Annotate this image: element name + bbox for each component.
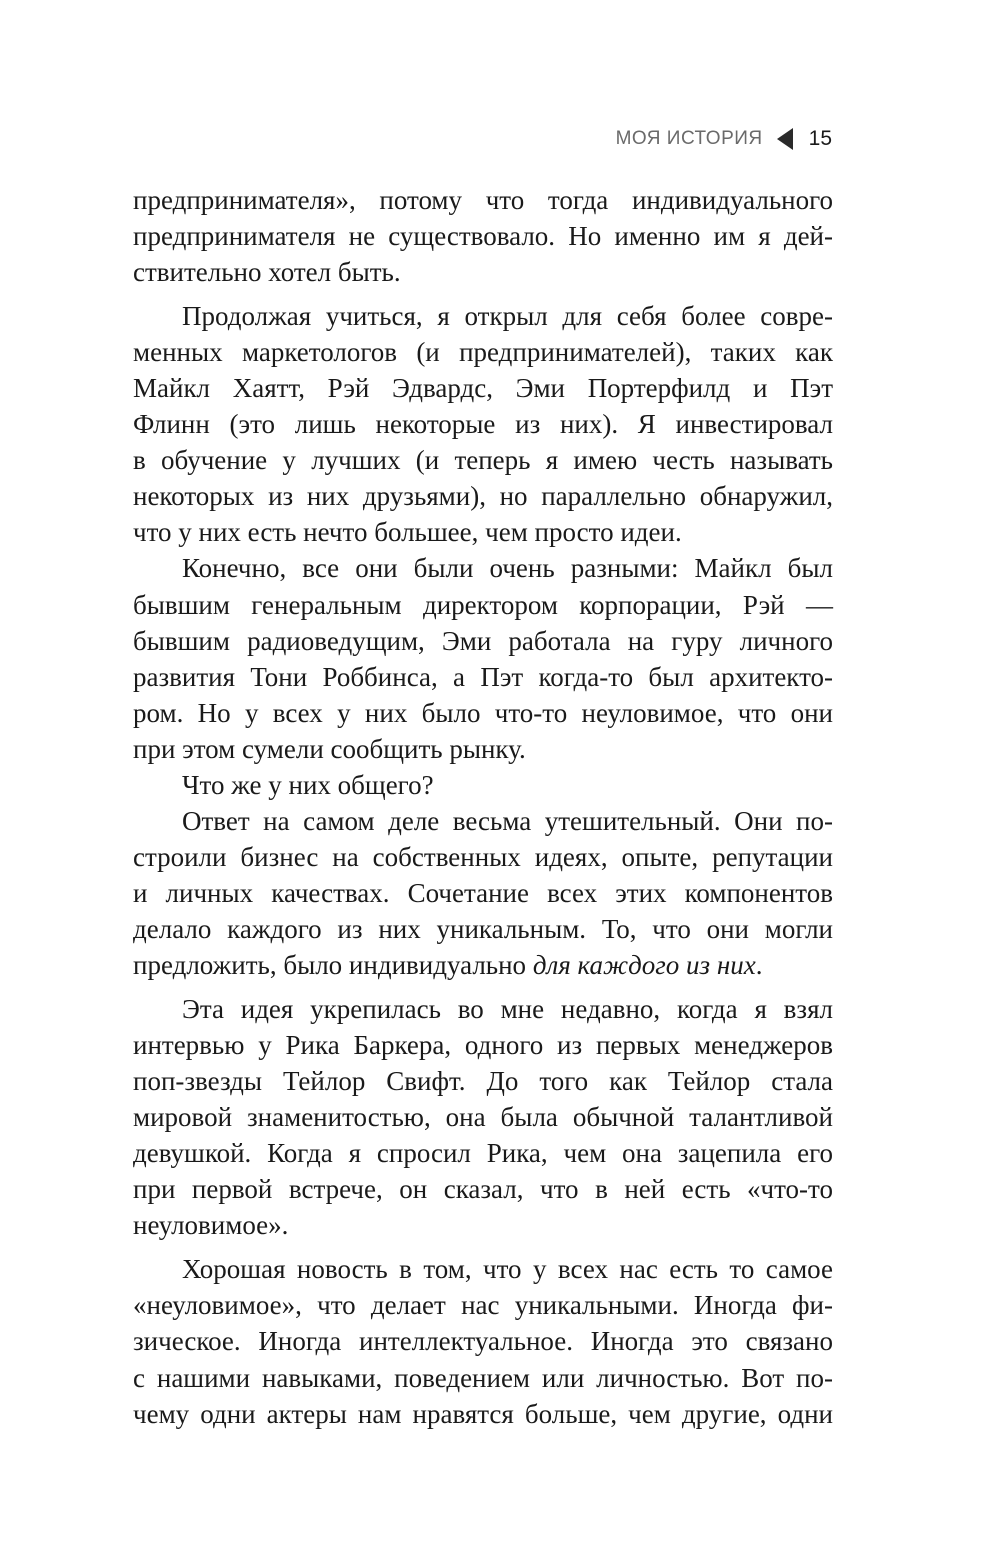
- paragraph: [133, 182, 833, 290]
- text-run: .: [755, 949, 763, 980]
- text-line: девушкой. Когда я спросил Рика, чем она зацепила его: [133, 1138, 833, 1169]
- text-line: строили бизнес на собственных идеях, опыте, репутации: [133, 841, 833, 872]
- text-line: в обучение у лучших (и теперь я имею честь называть: [133, 445, 833, 476]
- text-line: предпринимателя», потому что тогда индивидуального: [133, 185, 833, 215]
- text-line: Что же у них общего?: [182, 769, 434, 800]
- emphasis-text: для каждого из них: [532, 949, 756, 980]
- text-line: делало каждого из них уникальным. То, что они могли: [133, 913, 833, 944]
- text-line: что у них есть нечто большее, чем просто идеи.: [133, 517, 682, 548]
- text-line: и личных качествах. Сочетание всех этих компонентов: [133, 877, 833, 908]
- text-line: бывшим генеральным директором корпорации, Рэй —: [133, 589, 833, 620]
- text-line: предпринимателя не существовало. Но именно им я дей-: [133, 221, 833, 252]
- text-line: интервью у Рика Баркера, одного из первых менеджеров: [133, 1030, 833, 1061]
- running-head: [616, 124, 832, 154]
- text-line: менных маркетологов (и предпринимателей), таких как: [133, 337, 833, 368]
- text-line: Эта идея укрепилась во мне недавно, когда я взял: [182, 994, 833, 1025]
- text-line: мировой знаменитостью, она была обычной талантливой: [133, 1102, 833, 1133]
- paragraph: [133, 991, 833, 1243]
- paragraph: [133, 1251, 833, 1431]
- text-line: зическое. Иногда интеллектуальное. Иногда это связано: [133, 1326, 833, 1357]
- text-line: Конечно, все они были очень разными: Майкл был: [182, 553, 833, 584]
- text-line: Продолжая учиться, я открыл для себя более совре-: [182, 301, 833, 332]
- text-line: развития Тони Роббинса, а Пэт когда-то был архитекто-: [133, 661, 833, 692]
- text-line: Ответ на самом деле весьма утешительный. Они по-: [182, 805, 833, 836]
- text-line: при этом сумели сообщить рынку.: [133, 733, 526, 764]
- text-line: [133, 947, 833, 983]
- text-run: предложить, было индивидуально: [133, 949, 533, 980]
- text-line: Флинн (это лишь некоторые из них). Я инвестировал: [133, 409, 833, 440]
- text-line: с нашими навыками, поведением или личностью. Вот по-: [133, 1362, 833, 1393]
- paragraph: [133, 767, 833, 803]
- section-title: МОЯ ИСТОРИЯ: [615, 128, 763, 149]
- triangle-marker-icon: [777, 128, 793, 150]
- text-line: Хорошая новость в том, что у всех нас есть то самое: [182, 1254, 833, 1285]
- body-text: [133, 182, 833, 1432]
- text-line: неуловимое».: [133, 1210, 289, 1241]
- text-line: «неуловимое», что делает нас уникальными. Иногда фи-: [133, 1290, 833, 1321]
- text-line: ром. Но у всех у них было что-то неуловимое, что они: [133, 697, 833, 728]
- paragraph: [133, 550, 833, 766]
- paragraph: [133, 803, 833, 983]
- text-line: ствительно хотел быть.: [133, 257, 401, 288]
- page-number: 15: [808, 127, 832, 150]
- text-line: при первой встрече, он сказал, что в ней есть «что-то: [133, 1174, 833, 1205]
- text-line: Майкл Хаятт, Рэй Эдвардс, Эми Портерфилд и Пэт: [133, 373, 833, 404]
- text-line: бывшим радиоведущим, Эми работала на гуру личного: [133, 625, 833, 656]
- text-line: поп-звезды Тейлор Свифт. До того как Тейлор стала: [133, 1066, 833, 1097]
- text-line: чему одни актеры нам нравятся больше, чем другие, одни: [133, 1398, 833, 1429]
- paragraph: [133, 298, 833, 550]
- text-line: некоторых из них друзьями), но параллельно обнаружил,: [133, 481, 833, 512]
